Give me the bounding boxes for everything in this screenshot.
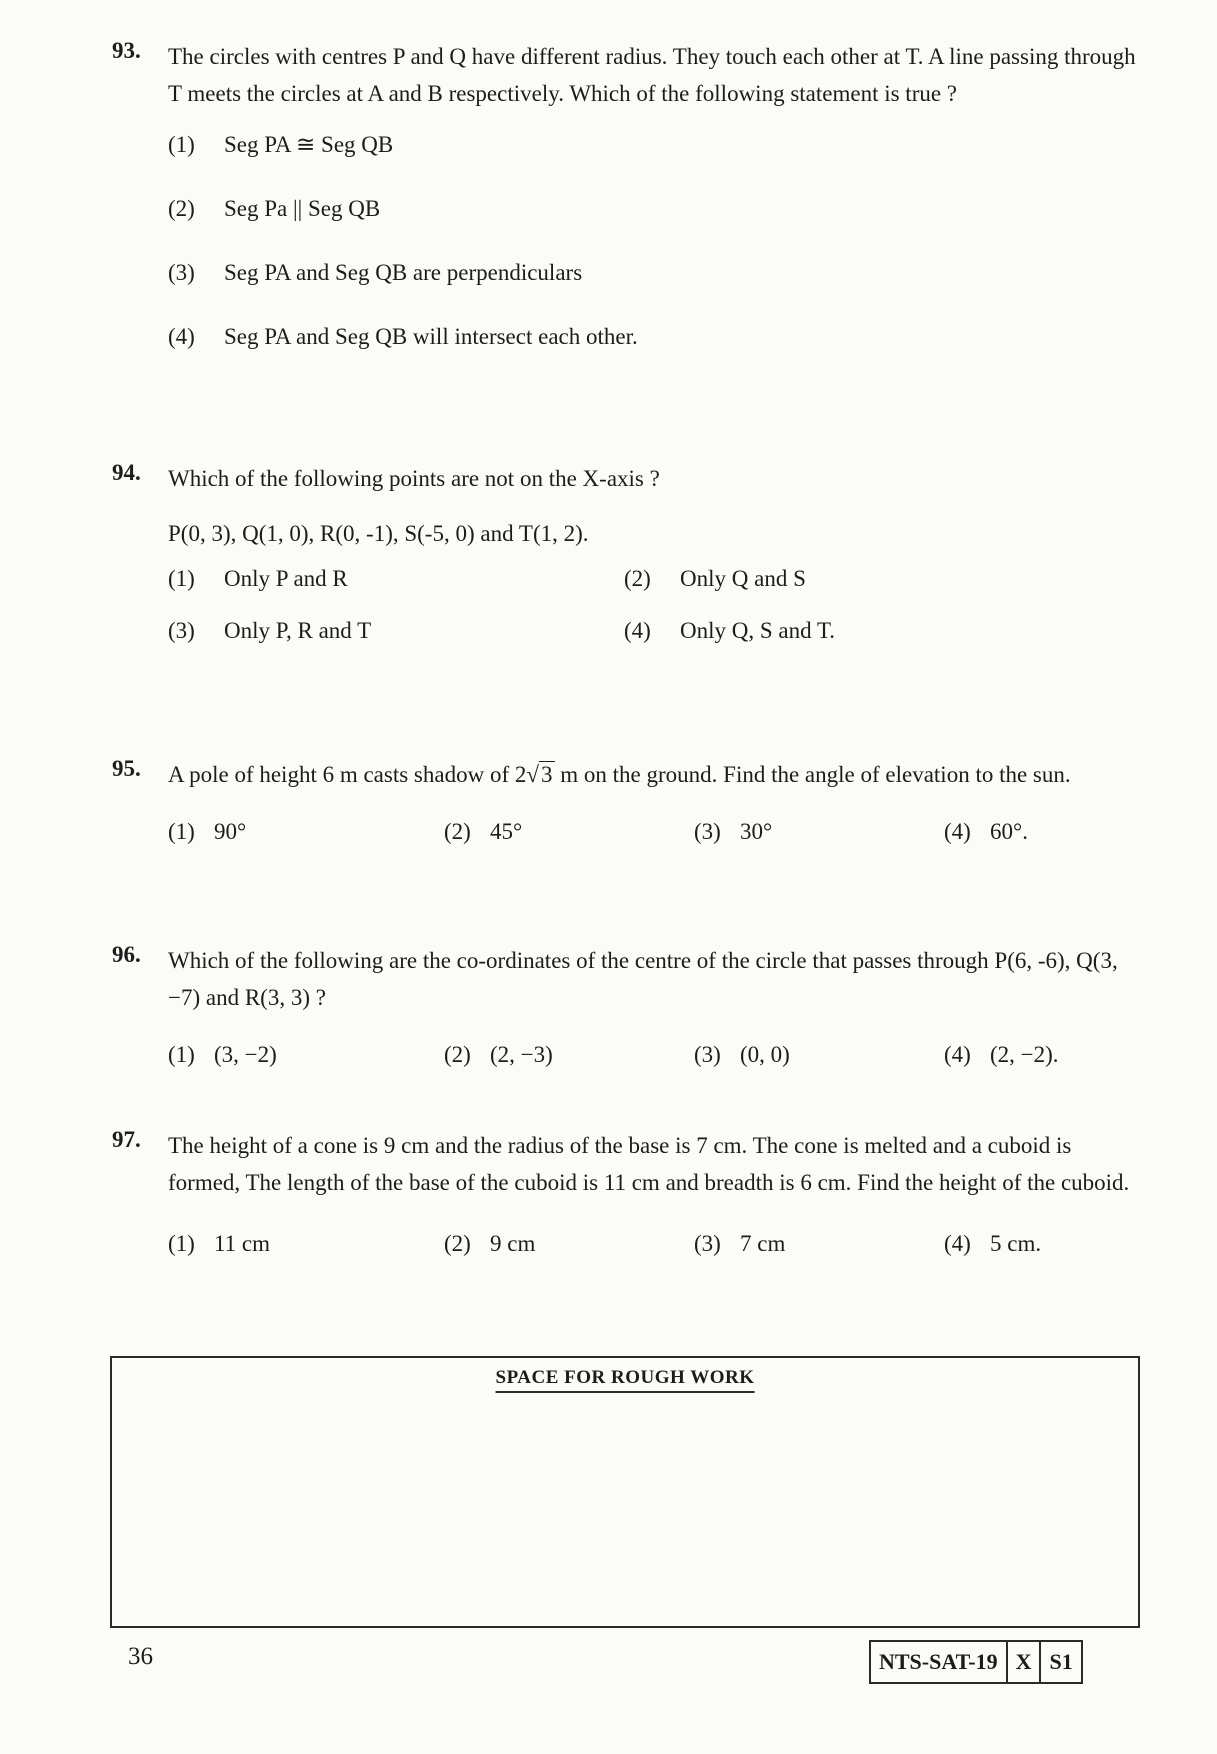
question-text: The circles with centres P and Q have different radius. They touch each other at T. A line passing through T meets the circles at A and B respectively. Which of the following statement is true ?	[168, 44, 1136, 106]
sqrt-coefficient: 2	[514, 762, 527, 787]
options-grid	[168, 566, 1142, 644]
option-4	[168, 324, 1142, 388]
options-row	[168, 1231, 1142, 1257]
option-text: 60°.	[990, 819, 1028, 844]
option-1	[168, 1231, 444, 1257]
paper-set: S1	[1039, 1642, 1080, 1682]
options-row	[168, 1042, 1142, 1068]
option-1	[168, 132, 1142, 196]
option-3	[694, 819, 944, 845]
option-text: Seg Pa || Seg QB	[224, 196, 381, 221]
option-text: Only Q and S	[680, 566, 806, 591]
option-number: (4)	[168, 324, 195, 349]
option-text: (2, −3)	[490, 1042, 553, 1067]
option-2	[624, 566, 1080, 592]
options-row	[168, 819, 1142, 845]
question-number: 97.	[112, 1127, 141, 1152]
option-text: 7 cm	[740, 1231, 786, 1256]
option-number: (4)	[944, 819, 971, 844]
option-number: (3)	[694, 1231, 721, 1256]
option-2	[444, 819, 694, 845]
paper-class: X	[1006, 1642, 1040, 1682]
option-1	[168, 566, 624, 592]
option-text: 30°	[740, 819, 773, 844]
option-number: (1)	[168, 1042, 195, 1067]
option-text: 90°	[214, 819, 247, 844]
paper-code-box	[869, 1640, 1083, 1684]
option-text: (0, 0)	[740, 1042, 790, 1067]
option-number: (4)	[624, 618, 651, 643]
option-number: (1)	[168, 132, 195, 157]
option-number: (3)	[694, 1042, 721, 1067]
option-2	[444, 1042, 694, 1068]
option-text: 45°	[490, 819, 523, 844]
option-text: 5 cm.	[990, 1231, 1042, 1256]
option-text: (2, −2).	[990, 1042, 1059, 1067]
option-text: 11 cm	[214, 1231, 270, 1256]
option-3	[168, 618, 624, 644]
question-text	[168, 756, 1142, 793]
option-text: (3, −2)	[214, 1042, 277, 1067]
option-text: Seg PA and Seg QB will intersect each other.	[224, 324, 638, 349]
option-number: (2)	[168, 196, 195, 221]
option-number: (2)	[444, 819, 471, 844]
option-text: Seg PA ≅ Seg QB	[224, 132, 394, 157]
question-95	[112, 756, 1142, 845]
option-3	[694, 1231, 944, 1257]
question-number: 94.	[112, 460, 141, 485]
option-1	[168, 819, 444, 845]
question-text-part: A pole of height 6 m casts shadow of	[168, 762, 510, 787]
option-number: (3)	[694, 819, 721, 844]
question-points: P(0, 3), Q(1, 0), R(0, -1), S(-5, 0) and T(1, 2).	[168, 521, 589, 546]
question-number: 95.	[112, 756, 141, 781]
rough-work-title: SPACE FOR ROUGH WORK	[496, 1367, 755, 1393]
option-3	[694, 1042, 944, 1068]
option-4	[944, 819, 1194, 845]
option-text: Seg PA and Seg QB are perpendiculars	[224, 260, 583, 285]
option-number: (3)	[168, 260, 195, 285]
option-text: Only P and R	[224, 566, 348, 591]
option-4	[944, 1231, 1194, 1257]
options-list	[168, 132, 1142, 388]
option-number: (1)	[168, 1231, 195, 1256]
option-number: (4)	[944, 1231, 971, 1256]
option-1	[168, 1042, 444, 1068]
option-2	[444, 1231, 694, 1257]
option-number: (2)	[444, 1042, 471, 1067]
option-text: 9 cm	[490, 1231, 536, 1256]
option-2	[168, 196, 1142, 260]
option-number: (2)	[624, 566, 651, 591]
option-number: (4)	[944, 1042, 971, 1067]
paper-code: NTS-SAT-19	[879, 1649, 998, 1674]
question-93	[112, 38, 1142, 388]
sqrt-radicand: 3	[541, 762, 553, 787]
option-number: (1)	[168, 566, 195, 591]
option-number: (1)	[168, 819, 195, 844]
question-text: Which of the following are the co-ordinates of the centre of the circle that passes through P(6, -6), Q(3, −7) and R(3, 3) ?	[168, 948, 1118, 1010]
option-4	[944, 1042, 1194, 1068]
page-number: 36	[128, 1643, 153, 1670]
sqrt-expression: 2√3	[514, 762, 553, 787]
option-number: (2)	[444, 1231, 471, 1256]
question-text: The height of a cone is 9 cm and the radius of the base is 7 cm. The cone is melted and a cuboid is formed, The length of the base of the cuboid is 11 cm and breadth is 6 cm. Find the height of the cuboid.	[168, 1133, 1130, 1195]
question-97	[112, 1127, 1142, 1257]
question-text: Which of the following points are not on the X-axis ?	[168, 466, 660, 491]
question-94	[112, 460, 1142, 644]
option-number: (3)	[168, 618, 195, 643]
option-4	[624, 618, 1080, 644]
question-number: 96.	[112, 942, 141, 967]
option-text: Only Q, S and T.	[680, 618, 836, 643]
question-text-part: m on the ground. Find the angle of elevation to the sun.	[560, 762, 1071, 787]
option-3	[168, 260, 1142, 324]
question-number: 93.	[112, 38, 141, 63]
option-text: Only P, R and T	[224, 618, 372, 643]
rough-work-box	[110, 1356, 1140, 1628]
question-96	[112, 942, 1142, 1068]
